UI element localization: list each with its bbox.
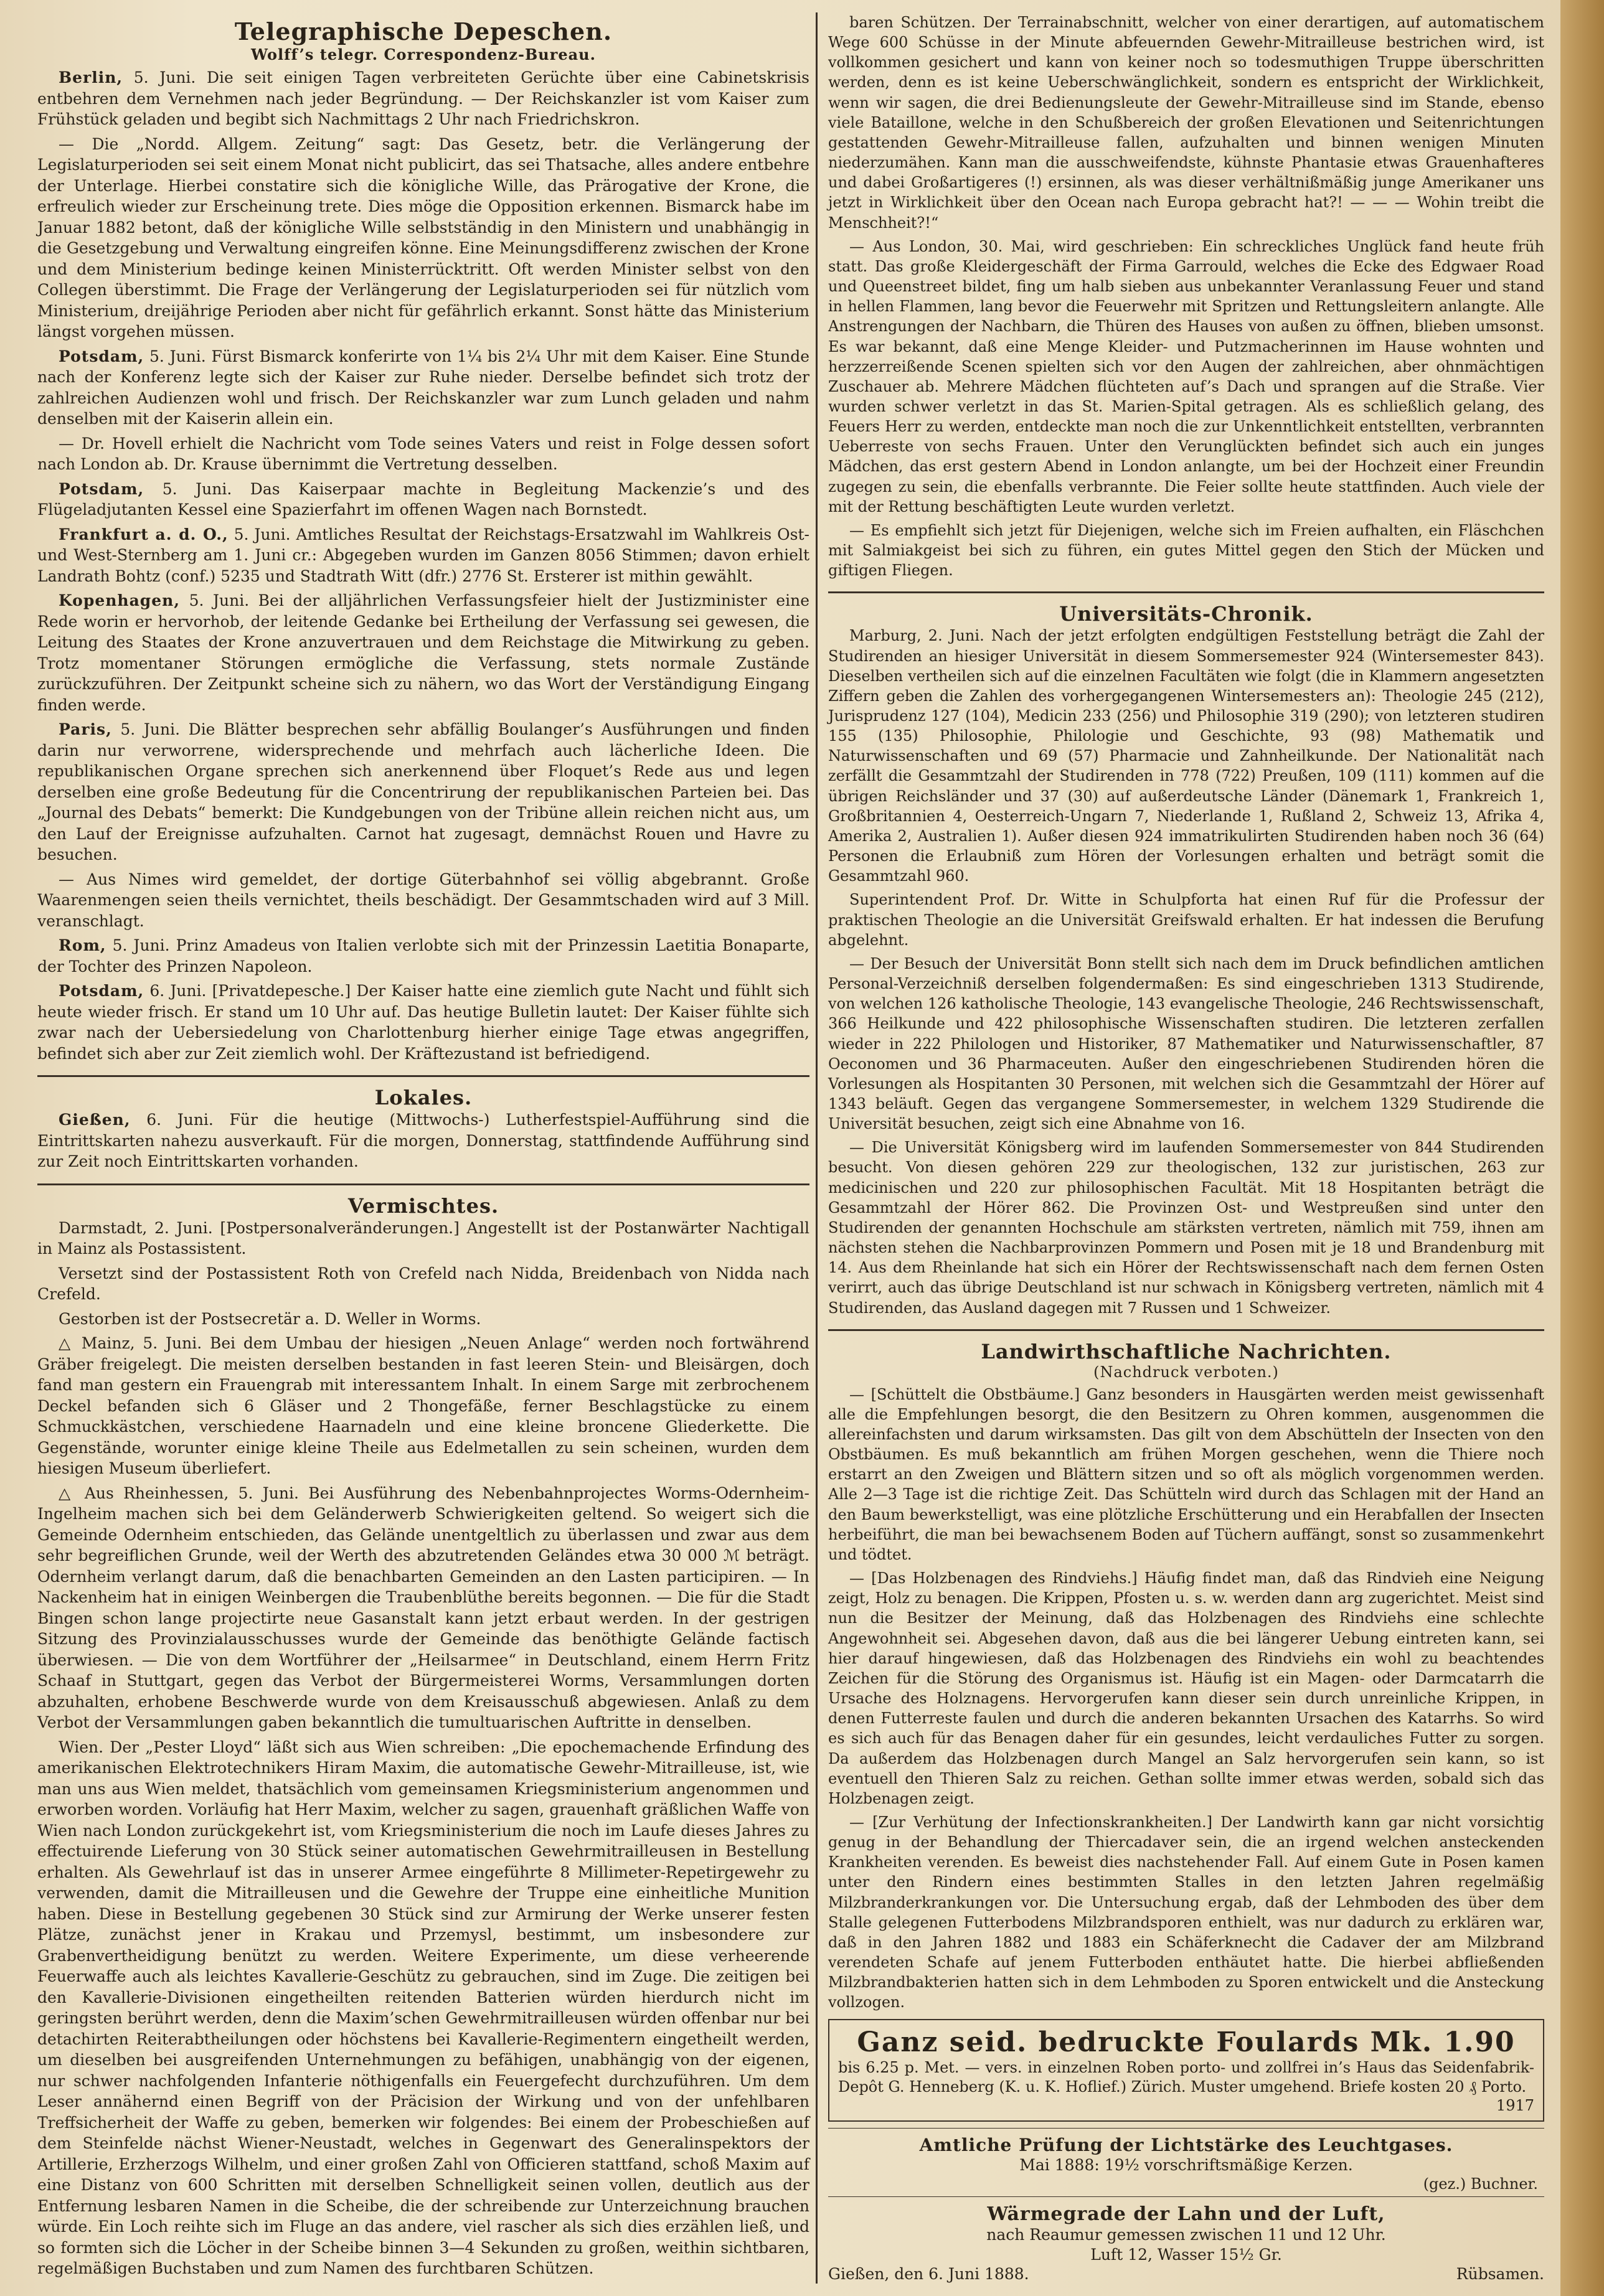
section-title-universitaets-chronik: Universitäts-Chronik. (1059, 602, 1313, 626)
section-title-telegrams: Telegraphische Depeschen. (234, 17, 613, 45)
article-text: Versetzt sind der Postassistent Roth von Crefeld nach Nidda, Breidenbach von Nidda nach Crefeld. (37, 1264, 809, 1303)
landwirthschaft-list (828, 1385, 1544, 2013)
article-paragraph (828, 237, 1544, 517)
section-subtitle-telegrams: Wolff’s telegr. Correspondenz-Bureau. (251, 45, 596, 64)
article-text: 5. Juni. Die seit einigen Tagen verbreiteten Gerüchte über eine Cabinetskrisis entbehren dem Vernehmen nach jeder Begründung. — Der Reichskanzler ist vom Kaiser zum Frühstück geladen und begibt sich Nachmittags 2 Uhr nach Friedrichskron. (37, 68, 809, 128)
right-column (828, 12, 1544, 2283)
temperature-footer (828, 2265, 1544, 2283)
article-paragraph (37, 433, 809, 475)
article-paragraph (828, 520, 1544, 580)
article-text: — Die Universität Königsberg wird im laufenden Sommersemester von 844 Studirenden besucht. Von diesen gehören 229 zur theologischen, 132 zur juristischen, 263 zur medicinischen und 220 zur philosophischen Facultät. Mit 18 Hospitanten beträgt die Gesammtzahl der Hörer 862. Die Provinzen Ost- und Westpreußen sind unter den Studirenden der genannten Hochschule am stärksten vertreten, nämlich mit 759, ihnen am nächsten stehen die Nachbarprovinzen Pommern und Posen mit je 18 und Brandenburg mit 14. Aus dem Rheinlande hat sich ein Hörer der Rechtswissenschaft nach dem fernen Osten verirrt, auch das übrige Deutschland ist nur schwach in Königsberg vertreten, nämlich mit 4 Studirenden, das Ausland dagegen mit 7 Russen und 1 Schweizer. (828, 1139, 1544, 1317)
article-paragraph (828, 626, 1544, 886)
article-text: — [Das Holzbenagen des Rindviehs.] Häufig findet man, daß das Rindvieh eine Neigung zeigt, Holz zu benagen. Die Krippen, Pfosten u. s. w. werden dann arg zugerichtet. Meist sind nun die Besitzer der Meinung, daß das Holzbenagen des Rindviehs eine schlechte Angewohnheit sei. Abgesehen davon, daß aus die bei längerer Uebung eintreten kann, sei hier darauf hingewiesen, daß das Holzbenagen des Rindviehs ein wohl zu beachtendes Zeichen für die Störung des Organismus ist. Häufig ist ein Magen- oder Darmcatarrh die Ursache des Holznagens. Hervorgerufen kann dieser sein durch unreinliche Krippen, in denen Futterreste faulen und durch die anderen bekannten Ursachen des Katarrhs. So wird es sich auch für das Benagen daher für ein gesundes, leicht verdauliches Futter zu sorgen. Da außerdem das Holzbenagen durch Mangel an Salz hervorgerufen sein kann, so ist eventuell den Thieren Salz zu reichen. Gethan sollte immer etwas werden, sobald sich das Holzbenagen zeigt. (828, 1569, 1544, 1807)
article-text: 5. Juni. Das Kaiserpaar machte in Begleitung Mackenzie’s und des Flügeladjutanten Kessel eine Spazierfahrt im offenen Wagen nach Bornstedt. (37, 479, 810, 519)
temperature-signature: Rübsamen. (1456, 2264, 1544, 2283)
section-divider (828, 2196, 1544, 2197)
article-paragraph (37, 1737, 809, 2279)
dateline: Rom, (59, 936, 106, 954)
article-paragraph (828, 1137, 1544, 1317)
section-divider (37, 1075, 809, 1077)
article-text: — Die „Nordd. Allgem. Zeitung“ sagt: Das Gesetz, betr. die Verlängerung der Legislaturperioden sei seit einem Monat nicht publicirt, das sei Thatsache, alles andere entbehre der Unterlage. Hierbei constatire sich die königliche Wille, das Prärogative der Krone, die erfreulich wieder zur Erscheinung trete. Dies möge die Opposition erkennen. Bismarck habe im Januar 1882 betont, daß der königliche Wille selbstständig in den Ministern und unabhängig in die Gesetzgebung und Verwaltung eingreifen könne. Eine Meinungsdifferenz zwischen der Krone und dem Ministerium bedinge keinen Ministerrücktritt. Oft werden Minister selbst von den Collegen überstimmt. Die Frage der Verlängerung der Legislaturperioden sei für nützlich vom Ministerium, dreijährige Perioden aber nicht für gefährlich erkannt. Sonst hätte das Ministerium längst vorgehen müssen. (37, 134, 809, 341)
dateline: Berlin, (59, 68, 123, 87)
article-paragraph (37, 1309, 809, 1330)
ad-title: Ganz seid. bedruckte Foulards Mk. 1.90 (857, 2026, 1516, 2058)
article-text: baren Schützen. Der Terrainabschnitt, welcher von einer derartigen, auf automatischem Wege 600 Schüsse in der Minute abfeuernden Gewehr-Mitrailleuse bestrichen wird, ist vollkommen gesichert und kann von keiner noch so todesmuthigen Truppe überschritten werden, denn es ist keine Ueberschwänglichkeit, sondern es entspricht der Wirklichkeit, wenn wir sagen, die drei Bedienungsleute der Gewehr-Mitrailleuse sind im Stande, ebenso viele Bataillone, welche in den Schußbereich der großen Elevationen und Seitenrichtungen gestattenden Gewehr-Mitrailleuse fallen, aufzuhalten und binnen wenigen Minuten niederzumähen. Kann man die ausschweifendste, kühnste Phantasie etwas Grauenhafteres und dabei Großartigeres (!) ersinnen, als was dieser verhältnißmäßig junge Amerikaner uns jetzt in Wirklichkeit über den Ocean nach Europa gebracht hat?! — — — Wohin treibt die Menschheit?!“ (828, 14, 1544, 232)
dateline: Frankfurt a. d. O., (59, 525, 229, 543)
column-divider (816, 12, 818, 2284)
article-text: △ Mainz, 5. Juni. Bei dem Umbau der hiesigen „Neuen Anlage“ werden noch fortwährend Gräber freigelegt. Die meisten derselben bestanden in fast leeren Stein- und Bleisärgen, doch fand man gestern ein Frauengrab mit interessantem Inhalt. In einem Sarge mit zerbrochenem Deckel befanden sich 6 Gläser und 2 Thongefäße, ferner Beschlagstücke zu einem Schmuckkästchen, verschiedene Haarnadeln und eine kleine broncene Gliederkette. Die Gegenstände, worunter einige kleine Theile aus Edelmetallen zu sein scheinen, wurden dem hiesigen Museum überliefert. (37, 1334, 809, 1477)
article-paragraph (828, 1568, 1544, 1809)
vermischtes-list (37, 1218, 809, 2279)
article-paragraph (37, 134, 809, 342)
article-text: 5. Juni. Fürst Bismarck konferirte von 1¼ bis 2¼ Uhr mit dem Kaiser. Eine Stunde nach der Konferenz legte sich der Kaiser zur Ruhe nieder. Derselbe befindet sich trotz der zahlreichen Audienzen wohl und frisch. Der Reichskanzler war zum Lunch geladen und nahm denselben mit der Kaiserin allein ein. (37, 347, 809, 428)
article-paragraph (828, 1385, 1544, 1564)
section-subtitle-landwirthschaft: (Nachdruck verboten.) (1093, 1363, 1279, 1381)
article-text: Darmstadt, 2. Juni. [Postpersonalveränderungen.] Angestellt ist der Postanwärter Nachtigall in Mainz als Postassistent. (37, 1218, 809, 1258)
article-paragraph (37, 1333, 809, 1479)
article-text: — Es empfiehlt sich jetzt für Diejenigen, welche sich im Freien aufhalten, ein Fläschchen mit Salmiakgeist bei sich zu führen, ein gutes Mittel gegen den Stich der Mücken und giftigen Fliegen. (828, 521, 1544, 580)
page-edge (1560, 0, 1604, 2296)
article-text: 5. Juni. Bei der alljährlichen Verfassungsfeier hielt der Justizminister eine Rede worin er hervorhob, der leitende Gedanke bei Ertheilung der Verfassung sei gewesen, die Leitung des Staates der Krone anzuvertrauen und dem Reichstage die Mitwirkung zu geben. Trotz momentaner Störungen ermögliche die Verfassung, stets normale Zustände zurückzuführen. Der Zeitpunkt scheine sich zu nähern, wo das Wort der Verständigung Eingang finden werde. (37, 591, 809, 714)
section-title-lokales: Lokales. (374, 1086, 473, 1109)
article-paragraph (828, 1812, 1544, 2013)
article-text: Wien. Der „Pester Lloyd“ läßt sich aus Wien schreiben: „Die epochemachende Erfindung des amerikanischen Elektrotechnikers Hiram Maxim, die automatische Gewehr-Mitrailleuse, ist, wie man uns aus Wien meldet, thatsächlich vom gemeinsamen Kriegsministerium angenommen und erworben worden. Vorläufig hat Herr Maxim, welcher zu sagen, grauenhaft gräßlichen Waffe von Wien nach London zurückgekehrt ist, vom Kriegsministerium die noch im Laufe dieses Jahres zu effectuirende Lieferung von 30 Stück seiner automatischen Gewehrmitrailleusen in Bestellung erhalten. Als Gewehrlauf ist das in unserer Armee eingeführte 8 Millimeter-Repetirgewehr zu verwenden, damit die Mitrailleusen und die Gewehre der Truppe eine einheitliche Munition haben. Diese in Bestellung gegebenen 30 Stück sind zur Armirung der Werke unserer festen Plätze, zunächst jener in Krakau und Przemysl, bestimmt, um insbesondere zur Grabenvertheidigung benützt zu werden. Weitere Experimente, um diese verheerende Feuerwaffe auch als leichtes Kavallerie-Geschütz zu gebrauchen, sind im Zuge. Die zeitigen bei den Kavallerie-Divisionen eingetheilten reitenden Batterien würden hierdurch nicht im geringsten berührt werden, denn die Maxim’schen Gewehrmitrailleusen würden offenbar nur bei detachirten Reiterabtheilungen oder höchstens bei Kavallerie-Regimentern eingetheilt werden, um dieselben bei ausgreifenden Unternehmungen zu befähigen, unabhängig von der eigenen, nur schwer nachfolgenden Infanterie nöthigenfalls ein Feuergefecht durchzuführen. Um dem Leser annähernd einen Begriff von der Präcision der Wirkung und von der unfehlbaren Treffsicherheit der Waffe zu geben, bemerken wir folgendes: Bei einem der Probeschießen auf dem Steinfelde nächst Wiener-Neustadt, welches in Gegenwart des Generalinspektors der Artillerie, Erzherzogs Wilhelm, und einer großen Zahl von Officieren stattfand, schoß Maxim auf eine Distanz von 600 Schritten mit derselben Schnelligkeit seinen vollen, deutlich aus der Entfernung lesbaren Namen in die Scheibe, die der schreibende zur Unterzeichnung brauchen würde. Ein Loch reihte sich im Fluge an das andere, viel rascher als sich dies erzählen ließ, und so formten sich die Löcher in der Scheibe binnen 3—4 Sekunden zu großen, weithin sichtbaren, regelmäßigen Buchstaben und zum Namen des furchtbaren Schützen. (37, 1738, 809, 2277)
dateline: Potsdam, (59, 479, 144, 498)
section-divider (828, 591, 1544, 593)
article-text: Gestorben ist der Postsecretär a. D. Weller in Worms. (59, 1309, 481, 1328)
article-paragraph (37, 590, 809, 715)
article-paragraph (37, 719, 809, 865)
temperature-title: Wärmegrade der Lahn und der Luft, (987, 2203, 1385, 2225)
article-text: 5. Juni. Amtliches Resultat der Reichstags-Ersatzwahl im Wahlkreis Ost- und West-Sternberg am 1. Juni cr.: Abgegeben wurden im Ganzen 8056 Stimmen; davon erhielt Landrath Bohtz (conf.) 5235 und Stadtrath Witt (dfr.) 2776 St. Ersterer ist mithin gewählt. (37, 525, 809, 585)
article-text: 5. Juni. Die Blätter besprechen sehr abfällig Boulanger’s Ausführungen und finden darin nur verworrene, widersprechende und mehrfach auch lächerliche Ideen. Die republikanischen Organe sprechen sich anerkennend über Floquet’s Rede aus und legen derselben eine große Bedeutung für die Concentrirung der republikanischen Parteien bei. Das „Journal des Debats“ bemerkt: Die Kundgebungen von der Tribüne allein reichen nicht aus, um den Lauf der Ereignisse aufzuhalten. Carnot hat zugesagt, demnächst Rouen und Havre zu besuchen. (37, 720, 810, 863)
advertisement-foulards (828, 2019, 1544, 2122)
light-test-title: Amtliche Prüfung der Lichtstärke des Leuchtgases. (919, 2134, 1453, 2155)
article-paragraph (828, 890, 1544, 949)
article-paragraph (37, 1483, 809, 1733)
ad-text: bis 6.25 p. Met. — vers. in einzelnen Roben porto- und zollfrei in’s Haus das Seidenfabrik-Depôt G. Henneberg (K. u. K. Hoflief.) Zürich. Muster umgehend. Briefe kosten 20 ₰ Porto. (838, 2058, 1534, 2096)
article-paragraph (37, 1263, 809, 1305)
ad-code: 1917 (1496, 2096, 1534, 2114)
article-paragraph (37, 1109, 809, 1172)
article-text: — Aus London, 30. Mai, wird geschrieben: Ein schreckliches Unglück fand heute früh statt. Das große Kleidergeschäft der Firma Garrould, welches die Ecke des Edgwaer Road und Queenstreet bildet, fing um halb sieben aus unbekannter Veranlassung Feuer und stand in hellen Flammen, lang bevor die Feuerwehr mit Spritzen und Rettungsleitern anlangte. Alle Anstrengungen der Nachbarn, die Thüren des Hauses von außen zu öffnen, blieben umsonst. Es war bekannt, daß eine Menge Kleider- und Putzmacherinnen im Hause wohnten und herzzerreißende Scenen spielten sich vor den Augen der zahlreichen, aber ohnmächtigen Zuschauer ab. Mehrere Mädchen flüchteten auf’s Dach und sprangen auf die Straße. Vier wurden schwer verletzt in das St. Marien-Spital getragen. Als es schließlich gelang, des Feuers Herr zu werden, entdeckte man noch die zur Unkenntlichkeit entstellten, verbrannten Ueberreste von sechs Frauen. Unter den Verunglückten befindet sich auch ein junges Mädchen, das erst gestern Abend in London anlangte, um bei der Hochzeit einer Freundin zugegen zu sein, die ebenfalls verbrannte. Die Feier sollte heute stattfinden. Auch viele der mit der Rettung beschäftigten Leute wurden verletzt. (828, 237, 1544, 515)
universitaets-list (828, 626, 1544, 1317)
vermischtes-continued-list (828, 12, 1544, 580)
article-text: — [Schüttelt die Obstbäume.] Ganz besonders in Hausgärten werden meist gewissenhaft alle die Empfehlungen besorgt, die den Besitzern zu Ohren kommen, ausgenommen die allereinfachsten und darum wirksamsten. Das gilt von dem Abschütteln der Insecten von den Obstbäumen. Es muß bekanntlich am frühen Morgen geschehen, wenn die Thiere noch erstarrt an den Zweigen und Blättern sitzen und so oft als möglich vorgenommen werden. Alle 2—3 Tage ist die richtige Zeit. Das Schütteln wird durch das Schlagen mit der Hand an den Baum bewerkstelligt, was eine plötzliche Erschütterung und ein Herabfallen der Insecten herbeiführt, die man bei bewachsenem Boden auf Tüchern auffängt, sonst so zusammenkehrt und tödtet. (828, 1385, 1544, 1563)
article-paragraph (37, 67, 809, 130)
article-text: Marburg, 2. Juni. Nach der jetzt erfolgten endgültigen Feststellung beträgt die Zahl der Studirenden an hiesiger Universität in diesem Sommersemester 924 (Wintersemester 843). Dieselben vertheilen sich auf die einzelnen Facultäten wie folgt (die in Klammern angesetzten Ziffern geben die Zahlen des vorhergegangenen Wintersemesters an): Theologie 245 (212), Jurisprudenz 127 (104), Medicin 233 (256) und Philosophie 319 (290); von letzteren studiren 155 (135) Philosophie, Philologie und Geschichte, 93 (98) Mathematik und Naturwissenschaften und 69 (57) Pharmacie und Zahnheilkunde. Der Nationalität nach zerfällt die Gesammtzahl der Studirenden in 778 (722) Preußen, 109 (111) kommen auf die übrigen Reichsländer und 37 (30) auf außerdeutsche Länder (Dänemark 1, Frankreich 1, Großbritannien 4, Oesterreich-Ungarn 7, Niederlande 1, Rußland 2, Schweiz 13, Afrika 4, Amerika 2, Australien 1). Außer diesen 924 immatrikulirten Studirenden haben noch 36 (64) Personen die Erlaubniß zum Hören der Vorlesungen erhalten und beträgt somit die Gesammtzahl 960. (828, 627, 1544, 885)
temperature-line-1: nach Reaumur gemessen zwischen 11 und 12 Uhr. (986, 2225, 1386, 2244)
temperature-line-2: Luft 12, Wasser 15½ Gr. (1090, 2245, 1282, 2264)
article-text: — [Zur Verhütung der Infectionskrankheiten.] Der Landwirth kann gar nicht vorsichtig genug in der Behandlung der Thiercadaver sein, die an irgend welchen ansteckenden Krankheiten verenden. Es beweist dies nachstehender Fall. Auf einem Gute in Posen kamen unter den Rindern eines bestimmten Stalles in den letzten Jahren regelmäßig Milzbranderkrankungen vor. Die Untersuchung ergab, daß der Lehmboden des über dem Stalle gelegenen Futterbodens Milzbrandsporen enthielt, was nur dadurch zu erklären war, daß in den Jahren 1882 und 1883 ein Schäferknecht die Cadaver der am Milzbrand verendeten Schafe auf jenem Futterboden enthäutet hatte. Die hierbei abfließenden Milzbrandbakterien hatten sich in dem Lehmboden zu Sporen entwickelt und die Ansteckung vollzogen. (828, 1813, 1544, 2011)
section-title-landwirthschaft: Landwirthschaftliche Nachrichten. (981, 1339, 1392, 1363)
article-paragraph (37, 479, 809, 520)
section-divider (828, 1329, 1544, 1331)
article-paragraph (37, 524, 809, 587)
lokales-list (37, 1109, 809, 1172)
article-text: — Dr. Hovell erhielt die Nachricht vom Tode seines Vaters und reist in Folge dessen sofort nach London ab. Dr. Krause übernimmt die Vertretung desselben. (37, 434, 809, 473)
dateline: Gießen, (59, 1111, 131, 1129)
telegrams-list (37, 67, 809, 1064)
article-paragraph (37, 1218, 809, 1259)
light-test-signature: (gez.) Buchner. (1423, 2175, 1538, 2193)
article-paragraph (37, 935, 809, 977)
section-divider (37, 1183, 809, 1185)
article-text: — Aus Nimes wird gemeldet, der dortige Güterbahnhof sei völlig abgebrannt. Große Waarenmengen seien theils vernichtet, theils beschädigt. Der Gesammtschaden wird auf 3 Mill. veranschlagt. (37, 870, 809, 930)
dateline: Potsdam, (59, 982, 144, 1000)
article-paragraph (828, 954, 1544, 1134)
article-paragraph (37, 869, 809, 932)
dateline: Potsdam, (59, 347, 144, 365)
article-paragraph (37, 346, 809, 430)
dateline: Kopenhagen, (59, 591, 181, 609)
section-title-vermischtes: Vermischtes. (347, 1193, 499, 1218)
article-text: △ Aus Rheinhessen, 5. Juni. Bei Ausführung des Nebenbahnprojectes Worms-Odernheim-Ingelheim machen sich bei dem Geländerwerb Schwierigkeiten geltend. So weigert sich die Gemeinde Odernheim entschieden, das Gelände unentgeltlich zu überlassen und zwar aus dem sehr begreiflichen Grunde, weil der Werth des abzutretenden Geländes etwa 30 000 ℳ beträgt. Odernheim verlangt darum, daß die benachbarten Gemeinden an den Lasten participiren. — In Nackenheim hat in einigen Weinbergen die Traubenblüthe bereits begonnen. — Die für die Stadt Bingen schon lange projectirte neue Gasanstalt kann jetzt erbaut werden. In der gestrigen Sitzung des Provinzialausschusses wurde der Gemeinde das benöthigte Gelände factisch überwiesen. — Die von dem Wortführer der „Heilsarmee“ in Deutschland, einem Herrn Fritz Schaaf in Stuttgart, gegen das Verbot der Bürgermeisterei Worms, Versammlungen dorten abzuhalten, erhobene Beschwerde wurde von dem Kreisausschuß abgewiesen. Anlaß zu dem Verbot der Versammlungen gaben bekanntlich die tumultuarischen Auftritte in denselben. (37, 1484, 809, 1731)
section-divider (828, 2128, 1544, 2129)
article-text: 6. Juni. [Privatdepesche.] Der Kaiser hatte eine ziemlich gute Nacht und fühlt sich heute wieder frisch. Er stand um 10 Uhr auf. Das heutige Bulletin lautet: Der Kaiser fühlte sich zwar nach der Uebersiedelung von Charlottenburg hierher einige Tage etwas angegriffen, befindet sich aber zur Zeit ziemlich wohl. Der Kräftezustand ist befriedigend. (37, 982, 809, 1063)
light-test-text: Mai 1888: 19½ vorschriftsmäßige Kerzen. (1019, 2155, 1353, 2174)
article-paragraph (37, 981, 809, 1064)
article-text: — Der Besuch der Universität Bonn stellt sich nach dem im Druck befindlichen amtlichen Personal-Verzeichniß derselben folgendermaßen: Es sind eingeschrieben 1313 Studirende, von welchen 126 katholische Theologie, 143 evangelische Theologie, 246 Rechtswissenschaft, 366 Heilkunde und 422 philosophische Wissenschaften studiren. Die letzteren zerfallen wieder in 222 Philologen und Historiker, 87 Mathematiker und Naturwissenschaftler, 87 Oeconomen und 36 Pharmaceuten. Außer den eingeschriebenen Studirenden hören die Vorlesungen als Hospitanten 30 Personen, mit welchen sich die Gesammtzahl der Hörer auf 1343 beläuft. Gegen das vergangene Sommersemester, in welchem 1329 Studirende die Universität besuchen, zeigt sich eine Abnahme von 16. (828, 954, 1544, 1133)
article-text: 5. Juni. Prinz Amadeus von Italien verlobte sich mit der Prinzessin Laetitia Bonaparte, der Tochter des Prinzen Napoleon. (37, 936, 809, 976)
article-paragraph (828, 12, 1544, 233)
left-column (37, 12, 809, 2283)
article-text: Superintendent Prof. Dr. Witte in Schulpforta hat einen Ruf für die Professur der praktischen Theologie an die Universität Greifswald erhalten. Er hat indessen die Berufung abgelehnt. (828, 891, 1544, 949)
dateline: Paris, (59, 720, 112, 738)
temperature-place-date: Gießen, den 6. Juni 1888. (828, 2264, 1029, 2283)
article-text: 6. Juni. Für die heutige (Mittwochs-) Lutherfestspiel-Aufführung sind die Eintrittskarten nahezu ausverkauft. Für die morgen, Donnerstag, stattfindende Aufführung sind zur Zeit noch Eintrittskarten vorhanden. (37, 1111, 810, 1170)
